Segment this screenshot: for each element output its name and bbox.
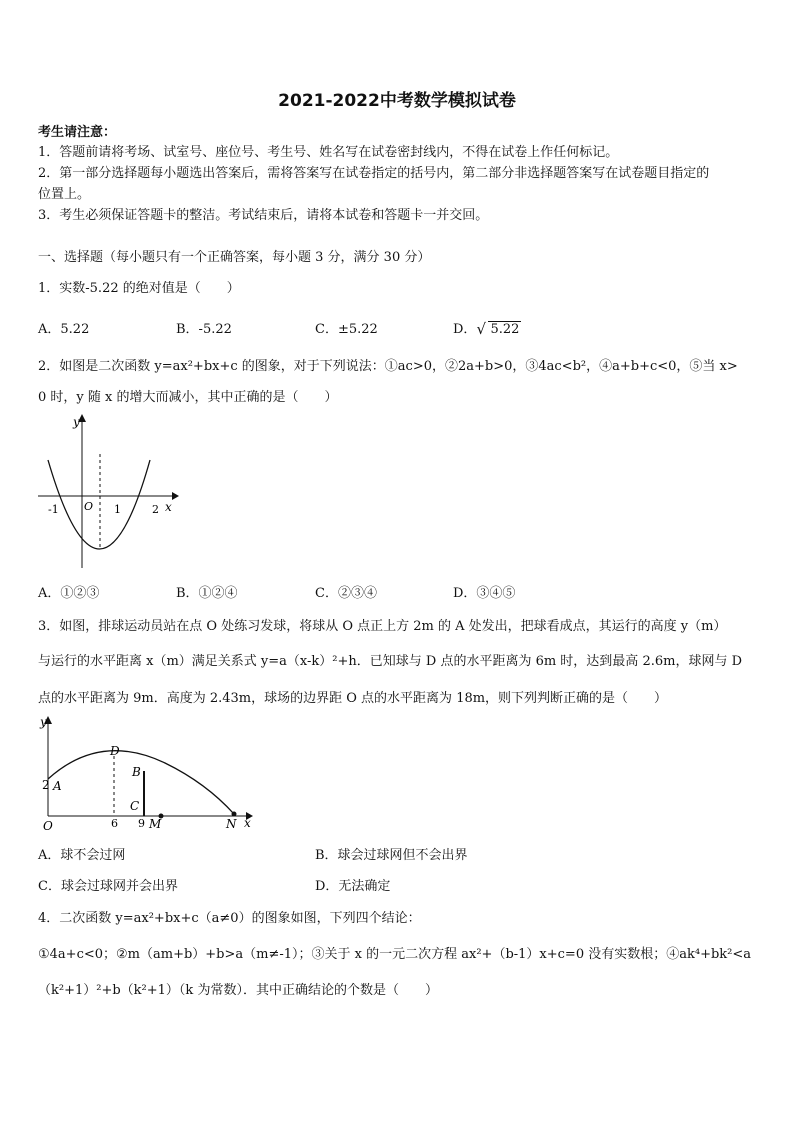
q2-line-2: 0 时，y 随 x 的增大而减小，其中正确的是（ ）: [38, 390, 338, 405]
q2-parabola-curve: [48, 460, 150, 549]
q2-line-1: 2．如图是二次函数 y=ax²+bx+c 的图象，对于下列说法：①ac>0，②2a+b>0，③4ac<b²，④a+b+c<0，⑤当 x>: [38, 359, 738, 374]
q2-option-b: B．①②④: [176, 586, 238, 601]
q1-stem: 1．实数-5.22 的绝对值是（ ）: [38, 281, 240, 296]
q3-point-n-label: N: [226, 817, 237, 831]
q3-line-3: 点的水平距离为 9m．高度为 2.43m，球场的边界距 O 点的水平距离为 18m，则下列判断正确的是（ ）: [38, 691, 668, 706]
q4-line-2: ①4a+c<0；②m（am+b）+b>a（m≠-1）；③关于 x 的一元二次方程 ax²+（b-1）x+c=0 没有实数根；④ak⁴+bk²<a: [38, 947, 752, 962]
sqrt-symbol: √ 5.22: [476, 320, 520, 338]
q3-point-c-label: C: [130, 799, 140, 813]
q4-line-3: （k²+1）²+b（k²+1）（k 为常数）．其中正确结论的个数是（ ）: [38, 983, 438, 998]
q3-volleyball-figure: [36, 714, 258, 834]
q2-origin-label: O: [84, 500, 94, 513]
q3-height-2-label: 2: [42, 778, 50, 792]
q3-point-d-label: D: [110, 744, 120, 758]
q2-x-label: x: [165, 500, 172, 514]
q2-parabola-figure: [36, 412, 180, 570]
q3-origin-label: O: [43, 819, 53, 833]
q1-option-b: B．-5.22: [176, 322, 232, 337]
q3-x-label: x: [244, 816, 251, 830]
section-heading: 一、选择题（每小题只有一个正确答案，每小题 3 分，满分 30 分）: [38, 250, 431, 265]
q3-point-a-label: A: [53, 779, 62, 793]
q3-tick-6: 6: [111, 817, 118, 830]
q1-option-d-label: D．: [453, 322, 477, 337]
q3-option-c: C．球会过球网并会出界: [38, 879, 178, 894]
q3-point-m-label: M: [149, 817, 162, 831]
notice-item-3: 3．考生必须保证答题卡的整洁。考试结束后，请将本试卷和答题卡一并交回。: [38, 208, 489, 223]
notice-item-2-cont: 位置上。: [38, 187, 91, 202]
q2-y-label: y: [73, 415, 80, 429]
q2-option-c: C．②③④: [315, 586, 377, 601]
exam-title: 2021-2022中考数学模拟试卷: [278, 91, 516, 111]
q2-tick-2: 2: [152, 503, 159, 516]
q3-line-1: 3．如图，排球运动员站在点 O 处练习发球，将球从 O 点正上方 2m 的 A 处发出，把球看成点，其运行的高度 y（m）: [38, 619, 727, 634]
q1-option-d: [453, 318, 521, 337]
q3-option-b: B．球会过球网但不会出界: [315, 848, 468, 863]
q3-line-2: 与运行的水平距离 x（m）满足关系式 y=a（x-k）²+h．已知球与 D 点的水平距离为 6m 时，达到最高 2.6m，球网与 D: [38, 654, 743, 669]
q4-line-1: 4．二次函数 y=ax²+bx+c（a≠0）的图象如图，下列四个结论：: [38, 911, 421, 926]
sqrt-radicand: 5.22: [490, 322, 520, 337]
q1-option-c: C．±5.22: [315, 322, 378, 337]
notice-heading: 考生请注意：: [38, 125, 117, 140]
notice-item-2: 2．第一部分选择题每小题选出答案后，需将答案写在试卷指定的括号内，第二部分非选择题答案写在试卷题目指定的: [38, 166, 710, 181]
q3-point-b-label: B: [132, 765, 141, 779]
q3-tick-9: 9: [138, 817, 145, 830]
q3-point-n: [232, 812, 237, 817]
q2-x-arrow-icon: [172, 492, 179, 500]
q3-option-a: A．球不会过网: [38, 848, 126, 863]
notice-item-1: 1．答题前请将考场、试室号、座位号、考生号、姓名写在试卷密封线内，不得在试卷上作任何标记。: [38, 145, 619, 160]
q2-tick-neg1: -1: [48, 503, 59, 516]
q2-option-a: A．①②③: [38, 586, 100, 601]
q3-ball-trajectory: [48, 751, 234, 814]
q2-option-d: D．③④⑤: [453, 586, 516, 601]
q1-option-a: A．5.22: [38, 322, 90, 337]
q2-tick-1: 1: [114, 503, 121, 516]
q3-option-d: D．无法确定: [315, 879, 391, 894]
q3-y-label: y: [40, 715, 47, 729]
